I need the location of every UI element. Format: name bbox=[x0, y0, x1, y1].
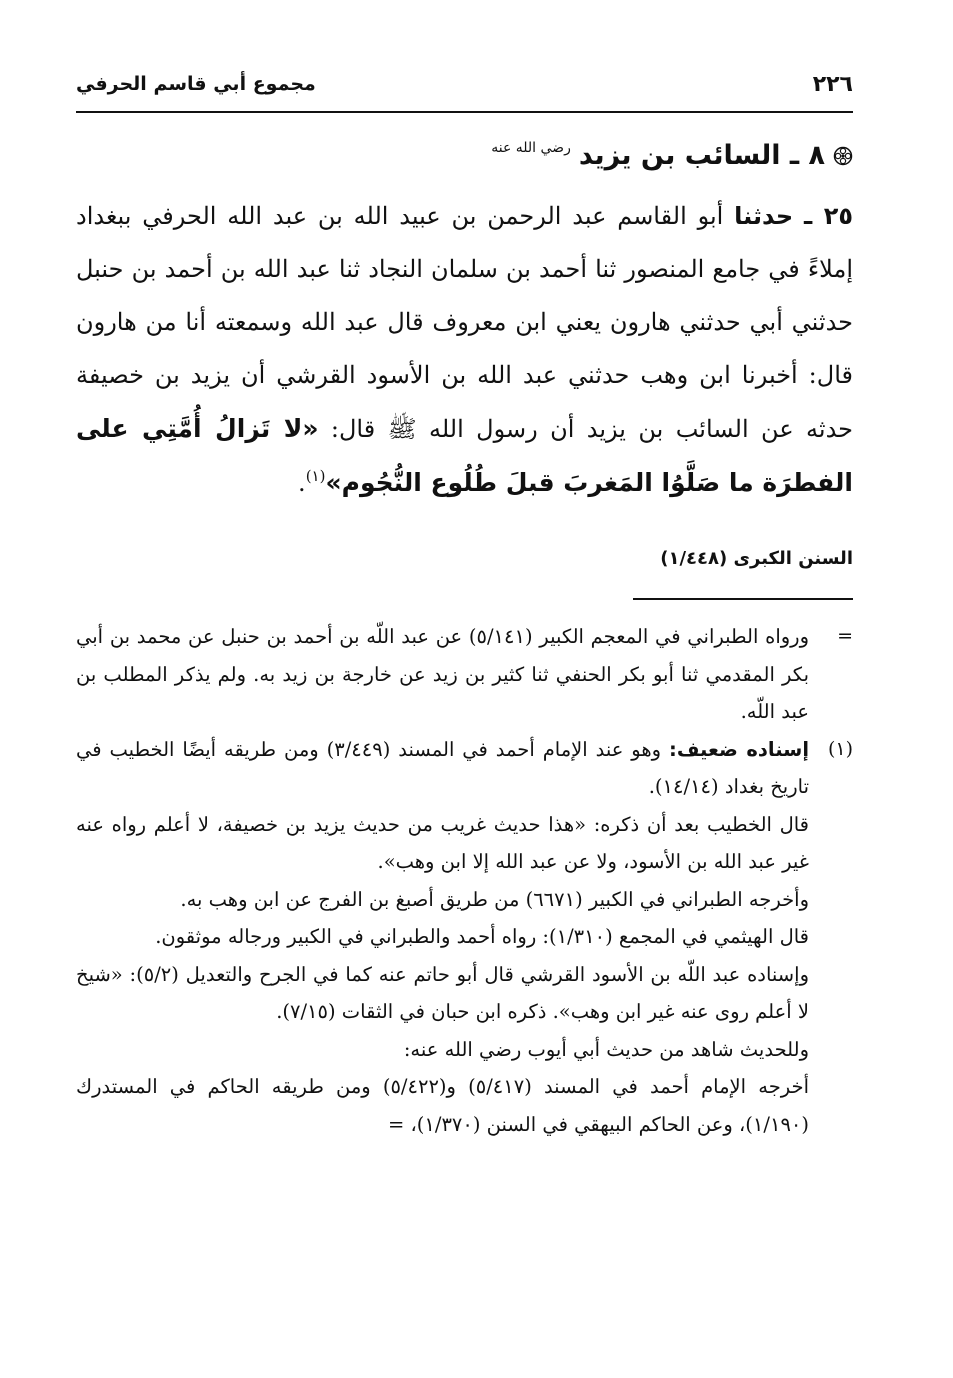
footnote-paragraph: قال الهيثمي في المجمع (١/٣١٠): رواه أحمد والطبراني في الكبير ورجاله موثقون. bbox=[155, 925, 809, 948]
footnote-reference: (١) bbox=[305, 467, 326, 485]
footnote-lead: إسناده ضعيف: bbox=[669, 737, 810, 761]
hadith-number: ٢٥ ـ bbox=[803, 202, 853, 230]
footnote-marker: (١) bbox=[827, 737, 853, 760]
source-citation: السنن الكبرى (١/٤٤٨) bbox=[660, 548, 853, 569]
footnote-continuation bbox=[76, 618, 853, 731]
footnote-paragraph: وللحديث شاهد من حديث أبي أيوب رضي الله عنه: bbox=[403, 1037, 809, 1061]
running-header bbox=[76, 66, 853, 102]
hadith-end: . bbox=[298, 469, 306, 497]
footnote-1 bbox=[76, 731, 853, 1144]
footnote-paragraph: وإسناده عبد اللّه بن الأسود القرشي قال أبو حاتم عنه كما في الجرح والتعديل (٥/٢): «شيخ لا أعلم روى عنه غير ابن وهب». ذكره ابن حبان في الثقات (٧/١٥). bbox=[76, 962, 809, 1023]
footnotes bbox=[76, 618, 853, 1143]
hadith-chain: أبو القاسم عبد الرحمن بن عبيد الله بن عبد الله الحرفي ببغداد إملاءً في جامع المنصور ثنا أحمد بن سلمان النجاد ثنا عبد الله بن أحمد بن حنبل حدثني أبي حدثني هارون يعني ابن معروف قال عبد الله وسمعته أنا من هارون قال: أخبرنا ابن وهب حدثني عبد الله بن الأسود القرشي أن يزيد بن خصيفة حدثه عن السائب بن يزيد أن رسول الله ﷺ قال: bbox=[76, 202, 854, 443]
footnote-paragraph: وأخرجه الطبراني في الكبير (٦٦٧١) من طريق أصبغ بن الفرج عن ابن وهب به. bbox=[180, 887, 809, 911]
footnote-text: وهو عند الإمام أحمد في المسند (٣/٤٤٩) ومن طريقه أيضًا الخطيب في تاريخ بغداد (١٤/١٤). bbox=[76, 737, 809, 798]
hadith-opener: حدثنا bbox=[734, 202, 794, 230]
footnote-paragraph: أخرجه الإمام أحمد في المسند (٥/٤١٧) و(٥/٤٢٢) ومن طريقه الحاكم في المستدرك (١/١٩٠)، وعن الحاكم البيهقي في السنن (١/٣٧٠)، = bbox=[76, 1075, 809, 1136]
footnote-paragraph: ورواه الطبراني في المعجم الكبير (٥/١٤١) عن عبد اللّه بن أحمد بن حنبل عن محمد بن أبي بكر المقدمي ثنا أبو بكر الحنفي ثنا كثير بن زيد عن خارجة بن زيد به. ولم يذكر المطلب بن عبد اللّه. bbox=[76, 625, 809, 723]
section-heading bbox=[491, 140, 853, 171]
flower-ornament-icon bbox=[833, 146, 853, 166]
footnote-paragraph bbox=[76, 731, 809, 806]
hadith-matn: «لا تَزالُ أُمَّتِي على الفطرَة ما صَلَّوُا المَغربَ قبلَ طُلُوع النُّجُوم» bbox=[76, 414, 853, 497]
section-honorific: رضي الله عنه bbox=[491, 139, 571, 156]
page-number: ٢٢٦ bbox=[812, 71, 853, 97]
footnote-paragraph: قال الخطيب بعد أن ذكره: «هذا حديث غريب من حديث يزيد بن خصيفة، لا أعلم رواه عنه غير عبد الله بن الأسود، ولا عن عبد الله إلا ابن وهب». bbox=[76, 812, 809, 873]
book-title: مجموع أبي قاسم الحرفي bbox=[76, 73, 316, 95]
footnote-divider bbox=[633, 598, 853, 600]
continuation-marker: = bbox=[837, 625, 853, 647]
header-divider bbox=[76, 111, 853, 113]
hadith-text bbox=[76, 190, 853, 513]
section-title: ٨ ـ السائب بن يزيد bbox=[578, 140, 825, 171]
